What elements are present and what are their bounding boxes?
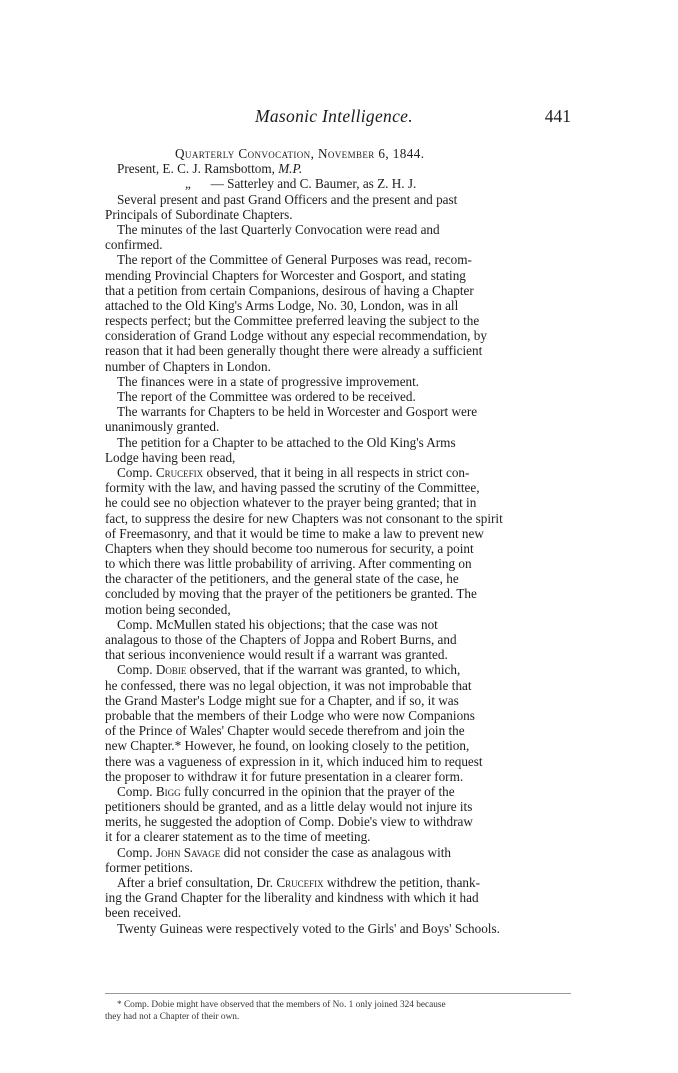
- text-line: The warrants for Chapters to be held in Worcester and Gosport were: [117, 404, 478, 420]
- footnote: [105, 1000, 571, 1023]
- page-number: 441: [544, 106, 571, 126]
- text-line: the character of the petitioners, and the general state of the case, he: [105, 571, 459, 587]
- text-line: unanimously granted.: [105, 419, 220, 435]
- text-line: Comp. Crucefix observed, that it being in all respects in strict con-: [117, 464, 470, 480]
- text-line: to which there was little probability of arriving. After commenting on: [105, 556, 472, 572]
- text-line: he could see no objection whatever to the prayer being granted; that in: [105, 495, 477, 511]
- text-line: fact, to suppress the desire for new Chapters was not consonant to the spirit: [105, 510, 503, 526]
- text-line: Quarterly Convocation, November 6, 1844.: [175, 146, 425, 161]
- footnote-line: they had not a Chapter of their own.: [105, 1011, 240, 1022]
- text-line: consideration of Grand Lodge without any especial recommendation, by: [105, 328, 487, 344]
- text-line: The report of the Committee was ordered to be received.: [117, 389, 416, 404]
- text-line: that a petition from certain Companions, desirous of having a Chapter: [105, 282, 474, 298]
- running-title: Masonic Intelligence.: [255, 106, 413, 126]
- text-line: The minutes of the last Quarterly Convocation were read and: [117, 221, 440, 237]
- text-line: Comp. John Savage did not consider the case as analagous with: [117, 844, 451, 860]
- text-line: Comp. Dobie observed, that if the warrant was granted, to which,: [117, 662, 461, 678]
- text-line: attached to the Old King's Arms Lodge, No. 30, London, was in all: [105, 297, 459, 313]
- text-line: former petitions.: [105, 859, 193, 875]
- text-line: Present, E. C. J. Ramsbottom, M.P.: [117, 161, 303, 177]
- text-line: analagous to those of the Chapters of Joppa and Robert Burns, and: [105, 632, 457, 647]
- text-line: petitioners should be granted, and as a little delay would not injure its: [105, 799, 473, 815]
- text-line: merits, he suggested the adoption of Comp. Dobie's view to withdraw: [105, 814, 473, 830]
- text-line: formity with the law, and having passed the scrutiny of the Committee,: [105, 480, 480, 496]
- text-line: of Freemasonry, and that it would be time to make a law to prevent new: [105, 525, 484, 541]
- text-line: been received.: [105, 905, 182, 921]
- text-line: The petition for a Chapter to be attached to the Old King's Arms: [117, 434, 456, 450]
- text-line: confirmed.: [105, 237, 163, 253]
- text-line: Principals of Subordinate Chapters.: [105, 206, 293, 222]
- footnote-line: * Comp. Dobie might have observed that the members of No. 1 only joined 324 because: [117, 1000, 446, 1010]
- text-line: number of Chapters in London.: [105, 358, 271, 374]
- text-line: respects perfect; but the Committee preferred leaving the subject to the: [105, 313, 480, 329]
- text-line: The report of the Committee of General Purposes was read, recom-: [117, 252, 472, 268]
- text-line: new Chapter.* However, he found, on looking closely to the petition,: [105, 738, 470, 754]
- running-head: [105, 106, 571, 130]
- text-line: it for a clearer statement as to the time of meeting.: [105, 829, 371, 845]
- text-line: Comp. McMullen stated his objections; that the case was not: [117, 616, 438, 632]
- text-line: reason that it had been generally thought there were already a sufficient: [105, 343, 483, 359]
- text-line: there was a vagueness of expression in it, which induced him to request: [105, 753, 483, 769]
- text-line: the proposer to withdraw it for future presentation in a clearer form.: [105, 768, 464, 784]
- text-line: „ — Satterley and C. Baumer, as Z. H. J.: [185, 176, 417, 192]
- text-line: Lodge having been read,: [105, 449, 236, 465]
- text-line: After a brief consultation, Dr. Crucefix withdrew the petition, thank-: [117, 875, 481, 890]
- text-line: concluded by moving that the prayer of the petitioners be granted. The: [105, 586, 477, 602]
- body-text: [105, 146, 571, 936]
- book-page: [105, 0, 571, 1073]
- footnote-rule: [105, 993, 571, 994]
- text-line: Comp. Bigg fully concurred in the opinion that the prayer of the: [117, 783, 455, 799]
- text-line: motion being seconded,: [105, 601, 231, 617]
- text-line: that serious inconvenience would result if a warrant was granted.: [105, 647, 448, 663]
- text-line: Several present and past Grand Officers and the present and past: [117, 191, 458, 207]
- text-line: Twenty Guineas were respectively voted to the Girls' and Boys' Schools.: [117, 920, 500, 936]
- text-line: mending Provincial Chapters for Worcester and Gosport, and stating: [105, 267, 466, 283]
- text-line: probable that the members of their Lodge who were now Companions: [105, 707, 475, 723]
- text-line: ing the Grand Chapter for the liberality and kindness with which it had: [105, 890, 479, 906]
- text-line: he confessed, there was no legal objection, it was not improbable that: [105, 677, 472, 693]
- text-line: The finances were in a state of progressive improvement.: [117, 373, 420, 389]
- text-line: the Grand Master's Lodge might sue for a Chapter, and if so, it was: [105, 692, 459, 708]
- text-line: Chapters when they should become too numerous for security, a point: [105, 540, 474, 556]
- text-line: of the Prince of Wales' Chapter would secede therefrom and join the: [105, 723, 465, 739]
